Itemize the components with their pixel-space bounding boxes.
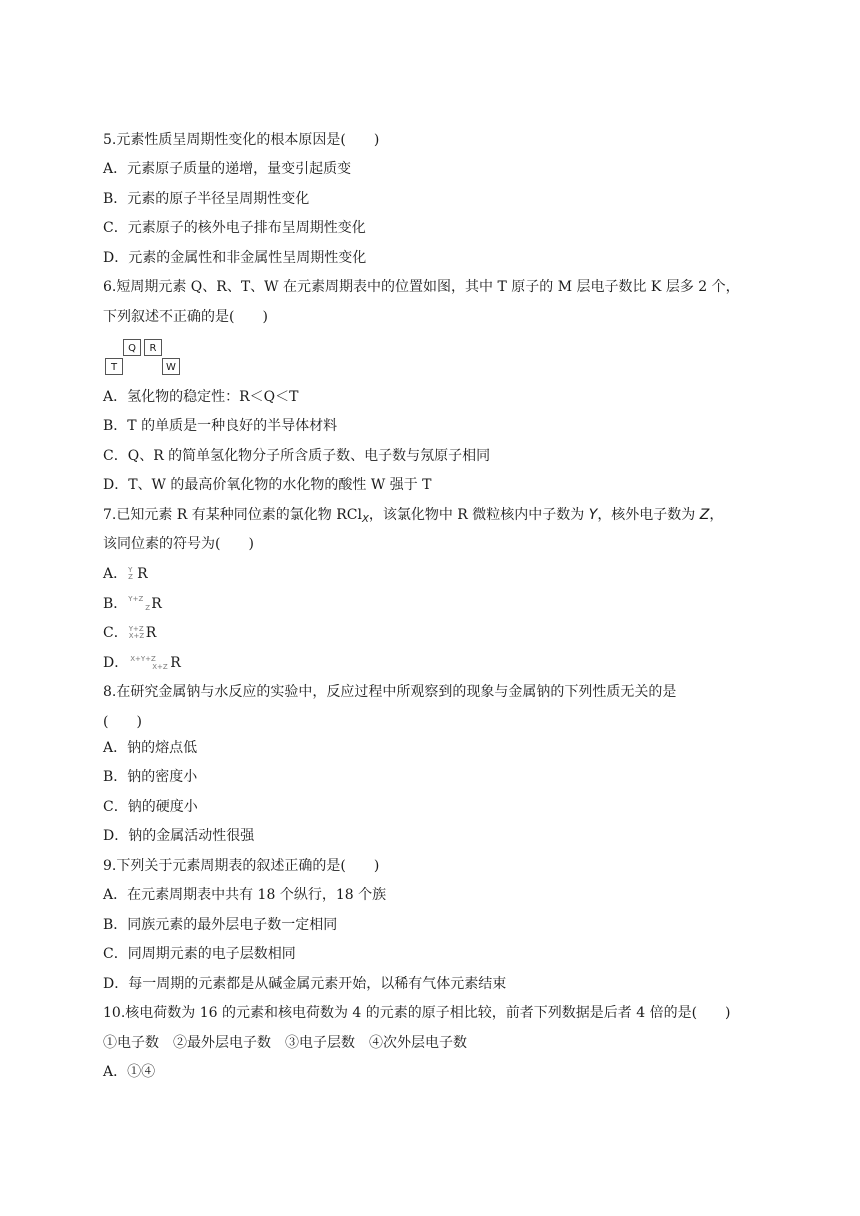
question-5-stem: 5.元素性质呈周期性变化的根本原因是( ) xyxy=(103,132,380,148)
sym-c-sup: Y+Z xyxy=(128,625,144,633)
element-r: R xyxy=(145,625,157,641)
cell-q: Q xyxy=(123,339,141,356)
question-6-option-a: A．氢化物的稳定性：R＜Q＜T xyxy=(103,389,299,405)
question-10-option-a: A．①④ xyxy=(103,1064,156,1080)
element-r: R xyxy=(170,655,181,671)
question-8-option-b: B．钠的密度小 xyxy=(103,769,198,785)
option-c-label: C． xyxy=(103,625,128,641)
question-6-stem-line1: 6.短周期元素 Q、R、T、W 在元素周期表中的位置如图，其中 T 原子的 M 层电子数比 K 层多 2 个， xyxy=(103,279,740,295)
cell-w: W xyxy=(162,358,180,375)
question-9-option-c: C．同周期元素的电子层数相同 xyxy=(103,946,296,962)
question-8-stem-line2: ( ) xyxy=(103,714,142,730)
sym-a-sub: Z xyxy=(128,573,133,581)
question-8-option-a: A．钠的熔点低 xyxy=(103,740,198,756)
q7-subscript-x: X xyxy=(361,514,369,525)
cell-r: R xyxy=(144,339,162,356)
question-7-option-d xyxy=(103,653,181,673)
question-8-stem-line1: 8.在研究金属钠与水反应的实验中，反应过程中所观察到的现象与金属钠的下列性质无关的是 xyxy=(103,684,677,700)
q7-text-d: ， xyxy=(709,507,724,523)
q7-text-b: ，该氯化物中 R 微粒核内中子数为 xyxy=(368,507,589,523)
cell-t: T xyxy=(105,358,123,375)
q7-text-a: 7.已知元素 R 有某种同位素的氯化物 RCl xyxy=(103,507,362,523)
sym-b-sup: Y+Z xyxy=(128,595,144,603)
q7-text-c: ，核外电子数为 xyxy=(597,507,700,523)
question-6-stem-line2: 下列叙述不正确的是( ) xyxy=(103,309,268,325)
sym-a-sup: Y xyxy=(128,566,133,574)
question-10-stem: 10.核电荷数为 16 的元素和核电荷数为 4 的元素的原子相比较，前者下列数据是后者 4 倍的是( ) xyxy=(103,1005,731,1021)
element-r: R xyxy=(137,566,148,582)
sym-d-sup: X+Y+Z xyxy=(130,655,156,663)
sym-d-sub: X+Z xyxy=(152,663,168,671)
question-5-option-a: A．元素原子质量的递增，量变引起质变 xyxy=(103,161,352,177)
q7-var-z: Z xyxy=(699,507,710,523)
element-r: R xyxy=(151,596,162,612)
option-a-label: A． xyxy=(103,566,128,582)
question-7-option-c xyxy=(103,623,156,643)
question-8-option-c: C．钠的硬度小 xyxy=(103,799,198,815)
isotope-symbol-a xyxy=(127,566,137,582)
question-9-stem: 9.下列关于元素周期表的叙述正确的是( ) xyxy=(103,858,380,874)
question-6-option-b: B．T 的单质是一种良好的半导体材料 xyxy=(103,418,338,434)
question-7-option-a xyxy=(103,564,148,584)
question-10-items: ①电子数 ②最外层电子数 ③电子层数 ④次外层电子数 xyxy=(103,1035,467,1051)
question-5-option-d: D．元素的金属性和非金属性呈周期性变化 xyxy=(103,250,367,266)
question-9-option-b: B．同族元素的最外层电子数一定相同 xyxy=(103,917,338,933)
question-7-stem-line2: 该同位素的符号为( ) xyxy=(103,536,254,552)
question-5-option-b: B．元素的原子半径呈周期性变化 xyxy=(103,191,310,207)
question-9-option-d: D．每一周期的元素都是从碱金属元素开始，以稀有气体元素结束 xyxy=(103,976,507,992)
sym-c-sub: X+Z xyxy=(128,632,145,640)
isotope-symbol-d xyxy=(128,655,170,671)
isotope-symbol-b xyxy=(127,596,151,612)
question-6-option-c: C．Q、R 的简单氢化物分子所含质子数、电子数与氖原子相同 xyxy=(103,448,491,464)
q7-var-y: Y xyxy=(588,507,598,523)
question-8-option-d: D．钠的金属活动性很强 xyxy=(103,828,255,844)
option-b-label: B． xyxy=(103,596,128,612)
isotope-symbol-c xyxy=(128,625,146,641)
sym-b-sub: Z xyxy=(145,604,151,612)
option-d-label: D． xyxy=(103,655,129,671)
question-7-option-b xyxy=(103,594,162,614)
periodic-table-figure xyxy=(103,339,183,376)
question-5-option-c: C．元素原子的核外电子排布呈周期性变化 xyxy=(103,220,366,236)
question-6-option-d: D．T、W 的最高价氧化物的水化物的酸性 W 强于 T xyxy=(103,477,432,493)
question-7-stem-line1 xyxy=(103,505,723,530)
question-9-option-a: A．在元素周期表中共有 18 个纵行，18 个族 xyxy=(103,887,387,903)
